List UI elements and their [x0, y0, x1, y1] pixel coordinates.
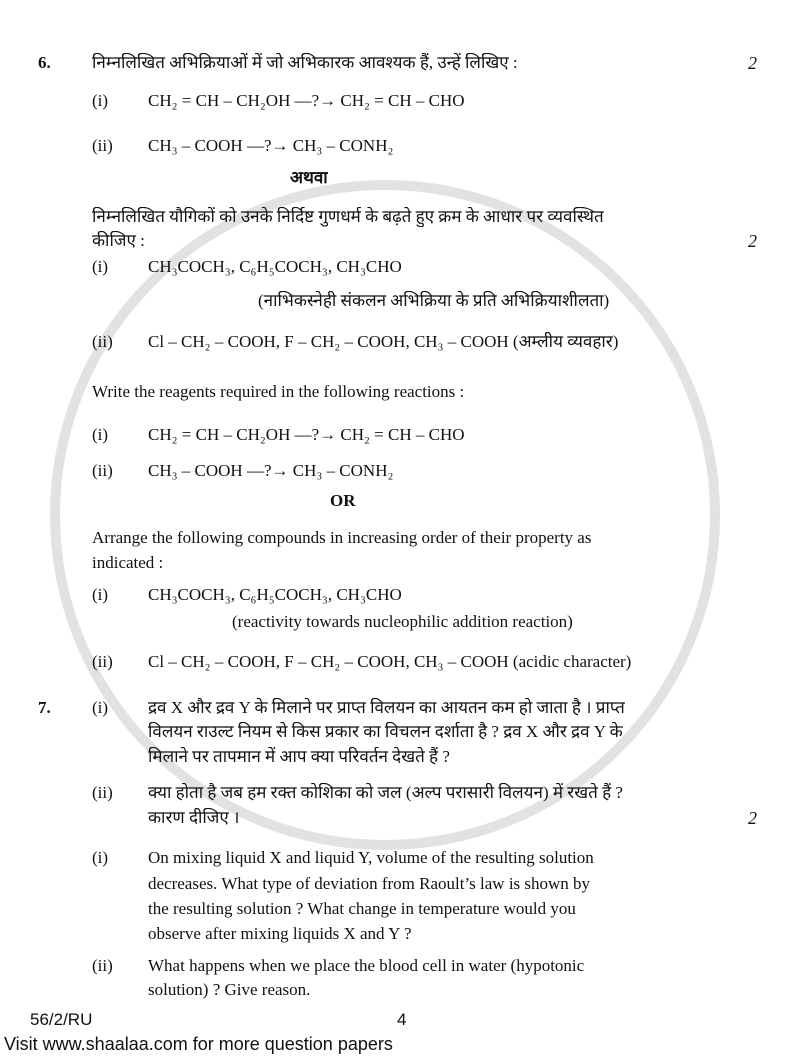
item-label: (ii) — [92, 652, 113, 671]
item-label: (i) — [92, 698, 109, 717]
q7-english-text: the resulting solution ? What change in temperature would you — [148, 899, 576, 918]
shaalaa-link[interactable]: Visit www.shaalaa.com for more question papers — [4, 1034, 393, 1054]
or-separator: अथवा — [290, 168, 328, 187]
q6-marks: 2 — [748, 231, 757, 251]
question-number: 7. — [38, 698, 51, 717]
q6-english-prompt2: Arrange the following compounds in increasing order of their property as — [92, 528, 592, 547]
q7-hindi-text: कारण दीजिए । — [148, 808, 240, 827]
compound-list: CH₃COCH₃, C₆H₅COCH₃, CH₃CHO — [148, 585, 402, 604]
compound-list: Cl – CH₂ – COOH, F – CH₂ – COOH, CH₃ – COOH (अम्लीय व्यवहार) — [148, 332, 619, 351]
reaction-equation: CH₂ = CH – CH₂OH ―?→ CH₂ = CH – CHO — [148, 425, 465, 444]
q6-english-prompt2: indicated : — [92, 553, 164, 572]
compound-list: Cl – CH₂ – COOH, F – CH₂ – COOH, CH₃ – COOH (acidic character) — [148, 652, 632, 671]
q7-hindi-text: मिलाने पर तापमान में आप क्या परिवर्तन देखते हैं ? — [148, 747, 450, 766]
item-label: (i) — [92, 91, 109, 110]
item-label: (ii) — [92, 956, 113, 975]
item-label: (ii) — [92, 136, 113, 155]
item-label: (i) — [92, 585, 109, 604]
item-label: (i) — [92, 425, 109, 444]
item-label: (i) — [92, 848, 109, 867]
reaction-equation: CH₃ – COOH ―?→ CH₃ – CONH₂ — [148, 136, 394, 155]
reaction-equation: CH₃ – COOH ―?→ CH₃ – CONH₂ — [148, 461, 394, 480]
q7-english-text: decreases. What type of deviation from Raoult’s law is shown by — [148, 874, 591, 893]
q7-marks: 2 — [748, 808, 757, 828]
q6-hindi-prompt2: कीजिए : — [92, 231, 145, 250]
reaction-equation: CH₂ = CH – CH₂OH ―?→ CH₂ = CH – CHO — [148, 91, 465, 110]
item-label: (ii) — [92, 332, 113, 351]
q7-english-text: What happens when we place the blood cell in water (hypotonic — [148, 956, 585, 975]
q7-hindi-text: विलयन राउल्ट नियम से किस प्रकार का विचलन दर्शाता है ? द्रव X और द्रव Y के — [148, 722, 623, 741]
question-number: 6. — [38, 53, 51, 72]
or-separator: OR — [330, 491, 356, 510]
q7-hindi-text: क्या होता है जब हम रक्त कोशिका को जल (अल्प परासारी विलयन) में रखते हैं ? — [148, 783, 623, 802]
q6-hindi-prompt2: निम्नलिखित यौगिकों को उनके निर्दिष्ट गुणधर्म के बढ़ते हुए क्रम के आधार पर व्यवस्थित — [92, 207, 604, 226]
page-number: 4 — [397, 1010, 407, 1029]
property-note: (reactivity towards nucleophilic addition reaction) — [232, 612, 573, 631]
q6-english-prompt: Write the reagents required in the following reactions : — [92, 382, 465, 401]
q7-english-text: solution) ? Give reason. — [148, 980, 311, 999]
compound-list: CH₃COCH₃, C₆H₅COCH₃, CH₃CHO — [148, 257, 402, 276]
property-note: (नाभिकस्नेही संकलन अभिक्रिया के प्रति अभिक्रियाशीलता) — [258, 291, 610, 310]
item-label: (ii) — [92, 783, 113, 802]
item-label: (i) — [92, 257, 109, 276]
q6-hindi-prompt: निम्नलिखित अभिक्रियाओं में जो अभिकारक आवश्यक हैं, उन्हें लिखिए : — [92, 53, 518, 72]
q7-english-text: On mixing liquid X and liquid Y, volume of the resulting solution — [148, 848, 594, 867]
q7-hindi-text: द्रव X और द्रव Y के मिलाने पर प्राप्त विलयन का आयतन कम हो जाता है । प्राप्त — [148, 698, 625, 717]
item-label: (ii) — [92, 461, 113, 480]
paper-code: 56/2/RU — [30, 1010, 93, 1029]
q6-marks: 2 — [748, 53, 757, 73]
q7-english-text: observe after mixing liquids X and Y ? — [148, 924, 412, 943]
